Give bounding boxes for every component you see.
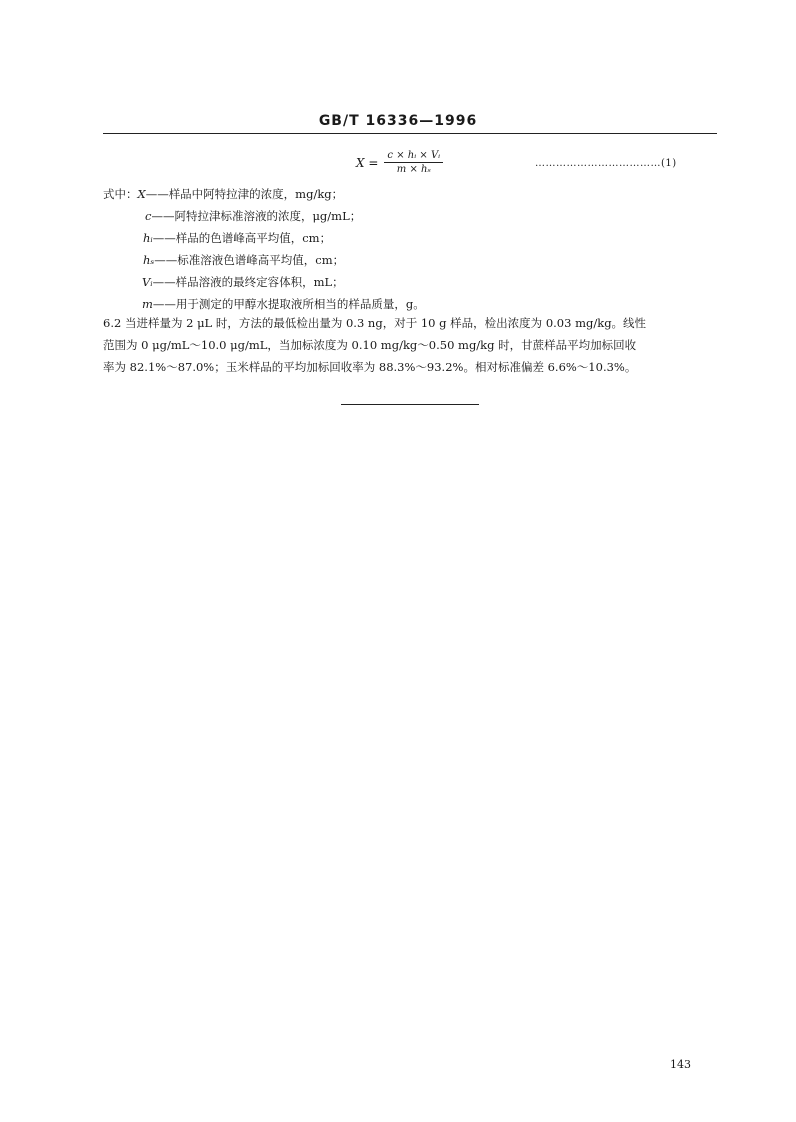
where-item-hi [143,229,331,247]
formula-lhs: X = [356,155,379,170]
standard-code-header: GB/T 16336—1996 [318,113,478,129]
where-symbol: m [142,297,153,311]
where-desc: 样品中阿特拉津的浓度，mg/kg； [168,187,344,201]
where-item-vi [142,273,344,291]
where-dash: —— [152,231,176,245]
section-6-2-line-3: 率为 82.1%～87.0%；玉米样品的平均加标回收率为 88.3%～93.2%。相对标准偏差 6.6%～10.3%。 [103,360,637,374]
where-symbol: X [137,187,146,201]
end-of-standard-rule [341,404,479,405]
section-6-2-line-2: 范围为 0 μg/mL～10.0 μg/mL，当加标浓度为 0.10 mg/kg～0.50 mg/kg 时，甘蔗样品平均加标回收 [103,338,637,352]
formula-1 [356,150,443,175]
where-dash: —— [154,253,178,267]
formula-denominator: m × hₛ [396,164,431,175]
where-desc: 样品溶液的最终定容体积，mL； [175,275,344,289]
formula-fraction [384,150,443,175]
where-symbol: Vᵢ [142,275,153,289]
where-desc: 样品的色谱峰高平均值，cm； [175,231,332,245]
where-item-c [145,207,361,225]
where-desc: 标准溶液色谱峰高平均值，cm； [177,253,345,267]
where-dash: —— [152,297,176,311]
section-6-2 [103,312,717,378]
header-rule [103,133,717,134]
where-dash: —— [152,275,176,289]
where-item-m [142,295,425,313]
where-desc: 用于测定的甲醇水提取液所相当的样品质量，g。 [175,297,425,311]
formula-number: ………………………………(1) [535,158,677,169]
where-item-hs [143,251,344,269]
section-6-2-line-1: 6.2 当进样量为 2 μL 时，方法的最低检出量为 0.3 ng，对于 10 g 样品，检出浓度为 0.03 mg/kg。线性 [103,316,647,330]
where-symbol: c [145,209,152,223]
where-intro: 式中： [103,187,138,201]
where-item-x [103,185,343,203]
where-dash: —— [151,209,175,223]
formula-numerator: c × hᵢ × Vᵢ [384,150,443,163]
where-desc: 阿特拉津标准溶液的浓度，μg/mL； [174,209,362,223]
where-symbol: hₛ [143,253,155,267]
where-dash: —— [145,187,169,201]
page-number: 143 [670,1058,691,1071]
where-symbol: hᵢ [143,231,153,245]
